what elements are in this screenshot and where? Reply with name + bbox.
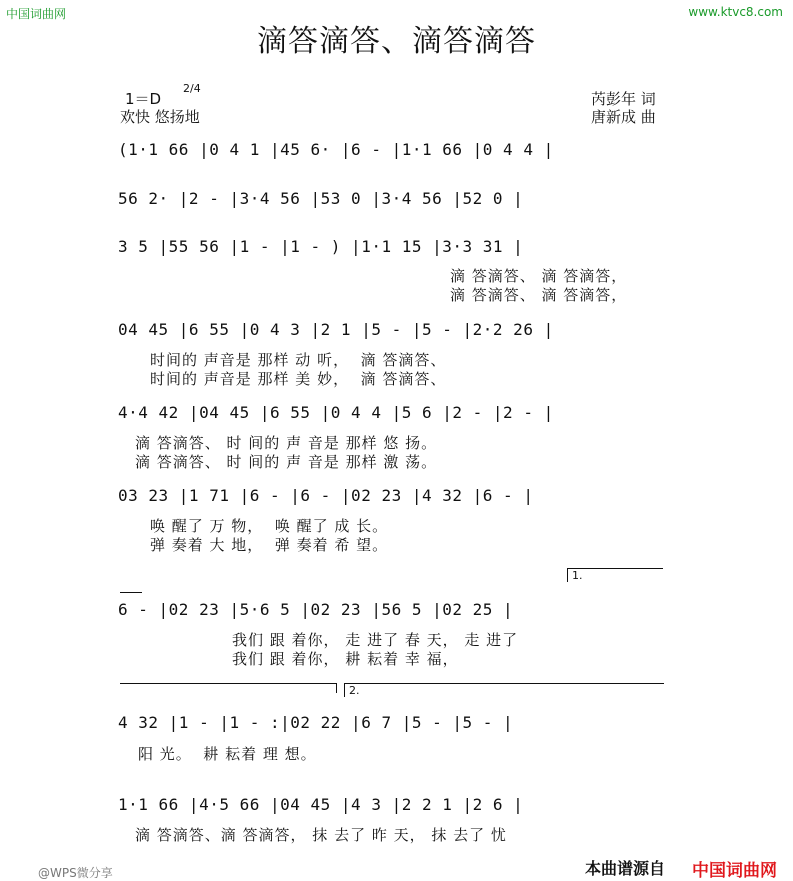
lyric-line-7-verse-1: 我们 跟 着你， 走 进了 春 天， 走 进了 — [232, 631, 519, 649]
volta-1-continuation — [120, 683, 336, 684]
score-line-9: 1·1 66 |4·5 66 |04 45 |4 3 |2 2 1 |2 6 | — [118, 795, 524, 814]
lyric-line-5-verse-2: 滴 答滴答、 时 间的 声 音是 那样 激 荡。 — [135, 453, 438, 471]
composer-credit: 唐新成 曲 — [591, 108, 656, 126]
song-title: 滴答滴答、滴答滴答 — [257, 24, 536, 59]
score-line-6: 03 23 |1 71 |6 - |6 - |02 23 |4 32 |6 - | — [118, 486, 534, 505]
score-line-5: 4·4 42 |04 45 |6 55 |0 4 4 |5 6 |2 - |2 - | — [118, 403, 554, 422]
lyric-line-3-verse-1: 滴 答滴答、 滴 答滴答， — [450, 267, 628, 285]
watermark-right: www.ktvc8.com — [688, 5, 783, 19]
lyric-line-8-verse-1: 阳 光。 耕 耘着 理 想。 — [138, 745, 317, 763]
lyric-line-5-verse-1: 滴 答滴答、 时 间的 声 音是 那样 悠 扬。 — [135, 434, 438, 452]
time-signature: 2/4 — [183, 82, 201, 95]
score-line-1: (1·1 66 |0 4 1 |45 6· |6 - |1·1 66 |0 4 4 | — [118, 140, 554, 159]
lyric-line-3-verse-2: 滴 答滴答、 滴 答滴答， — [450, 286, 628, 304]
lyric-line-6-verse-1: 唤 醒了 万 物， 唤 醒了 成 长。 — [150, 517, 389, 535]
score-line-4: 04 45 |6 55 |0 4 3 |2 1 |5 - |5 - |2·2 26 | — [118, 320, 554, 339]
volta-2-edge — [344, 683, 345, 697]
lyric-line-7-verse-2: 我们 跟 着你， 耕 耘着 幸 福， — [232, 650, 459, 668]
lyric-line-4-verse-1: 时间的 声音是 那样 动 听， 滴 答滴答、 — [150, 351, 447, 369]
source-label: 本曲谱源自 — [585, 859, 666, 878]
volta-1-label: 1. — [572, 569, 583, 582]
tempo-marking: 欢快 悠扬地 — [120, 108, 200, 126]
wps-share-label: @WPS微分享 — [38, 866, 113, 880]
volta-1-end — [336, 683, 337, 693]
score-line-8: 4 32 |1 - |1 - :|02 22 |6 7 |5 - |5 - | — [118, 713, 514, 732]
lyric-line-9-verse-1: 滴 答滴答、滴 答滴答， 抹 去了 昨 天， 抹 去了 忧 — [135, 826, 507, 844]
score-line-3: 3 5 |55 56 |1 - |1 - ) |1·1 15 |3·3 31 | — [118, 237, 524, 256]
lyric-line-6-verse-2: 弹 奏着 大 地， 弹 奏着 希 望。 — [150, 536, 389, 554]
watermark-left: 中国词曲网 — [6, 7, 67, 21]
volta-2-bracket — [344, 683, 664, 684]
score-line-7: 6 - |02 23 |5·6 5 |02 23 |56 5 |02 25 | — [118, 600, 514, 619]
score-line-2: 56 2· |2 - |3·4 56 |53 0 |3·4 56 |52 0 | — [118, 189, 524, 208]
lyric-line-4-verse-2: 时间的 声音是 那样 美 妙， 滴 答滴答、 — [150, 370, 447, 388]
volta-1-edge — [567, 568, 568, 582]
source-site[interactable]: 中国词曲网 — [692, 861, 777, 881]
key-signature: 1＝D — [125, 90, 162, 108]
tie-line — [120, 592, 142, 593]
volta-2-label: 2. — [349, 684, 360, 697]
lyricist-credit: 芮彭年 词 — [591, 90, 656, 108]
